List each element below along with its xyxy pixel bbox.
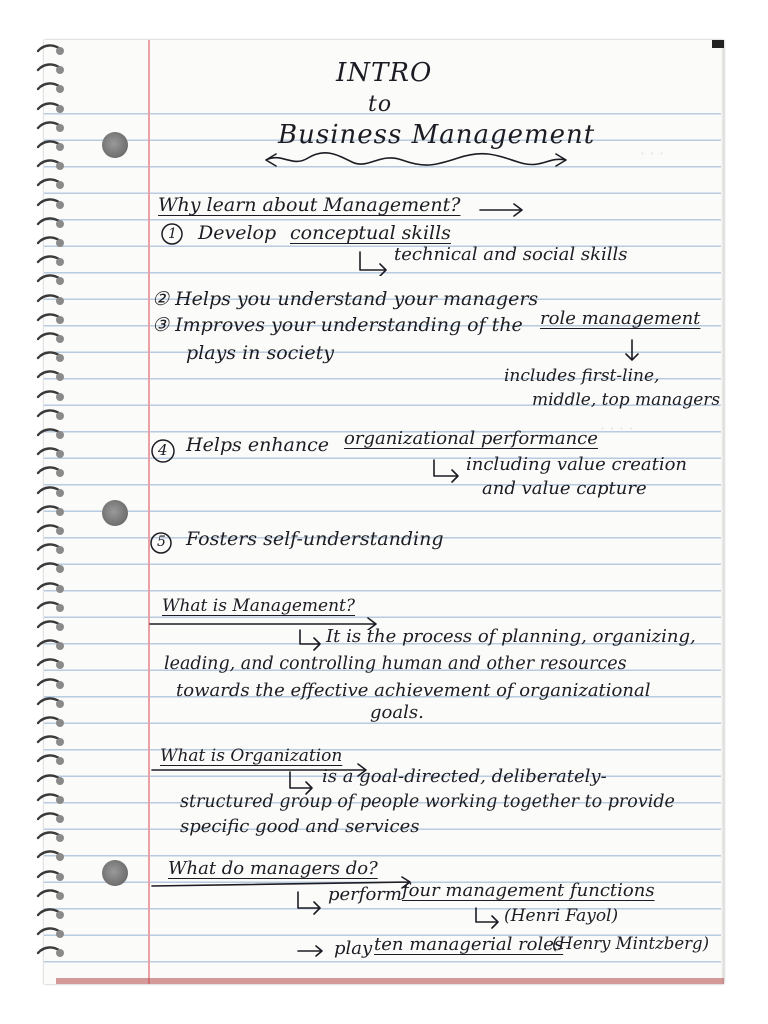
- spiral-coil: [36, 197, 68, 211]
- item-4-underlined: organizational performance: [344, 428, 598, 449]
- management-def-line-2: leading, and controlling human and other resources: [164, 654, 627, 674]
- spiral-coil: [36, 638, 68, 652]
- spiral-coil: [36, 427, 68, 441]
- title-line-1: INTRO: [336, 58, 433, 88]
- spiral-coil: [36, 216, 68, 230]
- item-4-number: 4: [158, 441, 168, 459]
- spiral-coil: [36, 523, 68, 537]
- sub-arrow-icon: [296, 628, 326, 652]
- margin-line: [148, 40, 150, 984]
- arrow-right-icon: [478, 200, 528, 220]
- arrow-right-icon: [296, 942, 328, 960]
- item-4-sub-2: and value capture: [482, 478, 647, 499]
- item-3-underlined: role management: [540, 308, 701, 329]
- spiral-coil: [36, 81, 68, 95]
- item-3-line-2: plays in society: [186, 342, 334, 364]
- item-1-underlined: conceptual skills: [290, 222, 451, 244]
- spiral-coil: [36, 542, 68, 556]
- spiral-coil: [36, 581, 68, 595]
- spiral-coil: [36, 869, 68, 883]
- item-3-sub-2: middle, top managers: [532, 390, 721, 410]
- spiral-coil: [36, 312, 68, 326]
- spiral-coil: [36, 926, 68, 940]
- spiral-coil: [36, 293, 68, 307]
- bleed-through-mark: · · · ·: [600, 420, 634, 438]
- spiral-coil: [36, 619, 68, 633]
- spiral-coil: [36, 177, 68, 191]
- spiral-coil: [36, 369, 68, 383]
- spiral-coil: [36, 101, 68, 115]
- sub-arrow-icon: [472, 906, 506, 930]
- item-5-text: Fosters self-understanding: [186, 528, 444, 550]
- management-def-line-1: It is the process of planning, organizing,: [326, 626, 696, 647]
- heading-what-is-organization: What is Organization: [160, 746, 343, 766]
- item-2: ② Helps you understand your managers: [152, 288, 539, 310]
- item-5-number: 5: [157, 534, 166, 550]
- managers-do-line-3-prefix: play: [334, 938, 373, 959]
- organization-def-line-1: is a goal-directed, deliberately-: [322, 766, 607, 787]
- spiral-coil: [36, 753, 68, 767]
- spiral-coil: [36, 273, 68, 287]
- item-3-line-1: ③ Improves your understanding of the: [152, 314, 523, 336]
- spiral-coil: [36, 465, 68, 479]
- managers-do-line-1-underlined: four management functions: [402, 880, 655, 901]
- spiral-coil: [36, 139, 68, 153]
- spiral-coil: [36, 945, 68, 959]
- spiral-coil: [36, 350, 68, 364]
- managers-do-line-2: (Henri Fayol): [504, 906, 619, 926]
- heading-why-learn: Why learn about Management?: [158, 194, 461, 216]
- spiral-coil: [36, 849, 68, 863]
- heading-what-managers-do: What do managers do?: [168, 858, 378, 879]
- page-edge: [721, 40, 724, 984]
- spiral-coil: [36, 446, 68, 460]
- sub-arrow-icon: [430, 458, 466, 484]
- spiral-coil: [36, 561, 68, 575]
- spiral-coil: [36, 696, 68, 710]
- arrow-down-icon: [620, 338, 644, 366]
- spiral-coil: [36, 888, 68, 902]
- spiral-coil: [36, 600, 68, 614]
- notebook-page: [44, 40, 724, 984]
- spiral-coil: [36, 254, 68, 268]
- page-corner-shadow: [712, 40, 724, 48]
- page-bottom-edge: [56, 978, 724, 984]
- item-3-sub-1: includes first-line,: [504, 366, 660, 386]
- sub-arrow-icon: [356, 250, 392, 276]
- spiral-coil: [36, 408, 68, 422]
- item-1-number: 1: [168, 226, 177, 242]
- title-squiggle-underline: [262, 148, 572, 172]
- spiral-coil: [36, 120, 68, 134]
- spiral-coil: [36, 907, 68, 921]
- punch-hole: [102, 500, 128, 526]
- heading-what-is-management: What is Management?: [162, 596, 356, 616]
- spiral-coil: [36, 677, 68, 691]
- spiral-coil: [36, 657, 68, 671]
- spiral-coil: [36, 792, 68, 806]
- spiral-coil: [36, 158, 68, 172]
- organization-def-line-2: structured group of people working together to provide: [180, 792, 675, 812]
- organization-def-line-3: specific good and services: [180, 816, 420, 837]
- managers-do-line-3-suffix: (Henry Mintzberg): [552, 934, 710, 953]
- management-def-line-4: goals.: [370, 702, 424, 723]
- title-line-3: Business Management: [278, 120, 596, 150]
- punch-hole: [102, 132, 128, 158]
- item-1-sub: technical and social skills: [394, 244, 628, 265]
- spiral-coil: [36, 43, 68, 57]
- managers-do-line-1-prefix: perform: [328, 884, 402, 905]
- sub-arrow-icon: [294, 890, 328, 916]
- bleed-through-mark: · · ·: [640, 145, 664, 163]
- spiral-coil: [36, 235, 68, 249]
- item-4-sub-1: including value creation: [466, 454, 688, 475]
- spiral-coil: [36, 830, 68, 844]
- title-line-2: to: [368, 92, 393, 117]
- spiral-coil: [36, 773, 68, 787]
- spiral-coil: [36, 389, 68, 403]
- spiral-coil: [36, 504, 68, 518]
- spiral-coil: [36, 734, 68, 748]
- managers-do-line-3-underlined: ten managerial roles: [374, 934, 564, 955]
- spiral-coil: [36, 485, 68, 499]
- spiral-coil: [36, 331, 68, 345]
- item-4-text: Helps enhance: [186, 434, 330, 456]
- management-def-line-3: towards the effective achievement of organizational: [176, 680, 651, 701]
- spiral-coil: [36, 715, 68, 729]
- spiral-coil: [36, 811, 68, 825]
- item-1-text: Develop: [198, 222, 277, 244]
- spiral-coil: [36, 62, 68, 76]
- punch-hole: [102, 860, 128, 886]
